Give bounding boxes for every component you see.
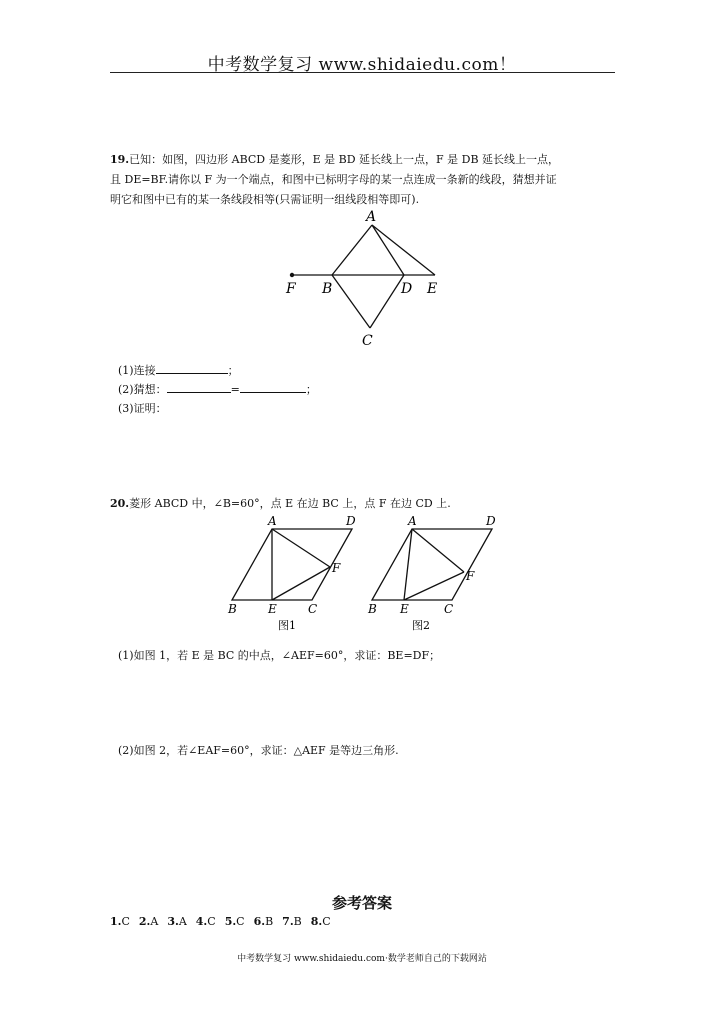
q19-label-C: C bbox=[362, 333, 373, 349]
answer-item bbox=[254, 915, 274, 928]
fig1-label-C: C bbox=[308, 602, 318, 616]
answer-item bbox=[311, 915, 331, 928]
fig1-label-A: A bbox=[268, 514, 277, 528]
answer-item bbox=[225, 915, 245, 928]
q19-segment-AB bbox=[332, 225, 372, 275]
answer-choice: C bbox=[322, 915, 331, 928]
fig2-label-A: A bbox=[408, 514, 417, 528]
answers-title: 参考答案 bbox=[331, 894, 392, 912]
fig2-label-F: F bbox=[466, 569, 475, 583]
q19-part2-blank-right[interactable] bbox=[240, 381, 306, 393]
q19-part2-suffix: ； bbox=[305, 383, 317, 396]
answer-item bbox=[282, 915, 302, 928]
q19-text-line-2: 且 DE=BF.请你以 F 为一个端点，和图中已标明字母的某一点连成一条新的线段，猜想并证 bbox=[110, 173, 557, 186]
q19-part2-equals: = bbox=[230, 383, 240, 396]
q19-label-B: B bbox=[322, 281, 333, 297]
q20-part-2: (2)如图 2，若∠EAF=60°，求证：△AEF 是等边三角形. bbox=[118, 744, 399, 757]
answer-choice: B bbox=[265, 915, 274, 928]
fig2-segment-AF bbox=[412, 529, 464, 572]
fig1-label-E: E bbox=[268, 602, 277, 616]
q19-line1-text: 已知：如图，四边形 ABCD 是菱形，E 是 BD 延长线上一点，F 是 DB 延长线上一点， bbox=[129, 153, 560, 166]
q20-figure-2 bbox=[362, 512, 507, 634]
q19-segment-AE bbox=[372, 225, 435, 275]
answer-number: 7. bbox=[282, 915, 294, 928]
q19-part2-blank-left[interactable] bbox=[167, 381, 231, 393]
answer-item bbox=[167, 915, 186, 928]
q19-label-A: A bbox=[366, 209, 377, 225]
answer-choice: A bbox=[150, 915, 159, 928]
q20-part-1: (1)如图 1，若 E 是 BC 的中点，∠AEF=60°，求证：BE=DF； bbox=[118, 649, 441, 662]
q19-label-E: E bbox=[427, 281, 438, 297]
header-rule bbox=[110, 72, 615, 73]
q20-line1-text: 菱形 ABCD 中，∠B=60°，点 E 在边 BC 上，点 F 在边 CD 上. bbox=[129, 497, 451, 510]
q19-label-F: F bbox=[286, 281, 296, 297]
fig1-label-D: D bbox=[346, 514, 356, 528]
q20-figure-1 bbox=[222, 512, 362, 634]
fig2-label-C: C bbox=[444, 602, 454, 616]
fig1-segment-AF bbox=[272, 529, 330, 567]
page-header-title: 中考数学复习 www.shidaiedu.com！ bbox=[207, 55, 517, 75]
q19-text-line-1 bbox=[110, 150, 620, 169]
fig2-segment-AE bbox=[404, 529, 412, 600]
q19-part-2 bbox=[118, 380, 317, 399]
answer-number: 6. bbox=[253, 915, 266, 928]
q19-segment-BC bbox=[332, 275, 370, 328]
q19-part-1 bbox=[118, 361, 239, 380]
q19-part-3: (3)证明： bbox=[118, 402, 167, 415]
q19-segment-DC bbox=[370, 275, 404, 328]
answer-item bbox=[110, 915, 130, 928]
q19-part1-blank[interactable] bbox=[156, 362, 228, 374]
page-footer: 中考数学复习 www.shidaiedu.com·数学老师自己的下载网站 bbox=[237, 954, 487, 964]
answer-choice: C bbox=[207, 915, 216, 928]
fig2-caption: 图2 bbox=[412, 619, 430, 632]
answer-number: 3. bbox=[167, 915, 179, 928]
fig1-label-B: B bbox=[228, 602, 237, 616]
answer-number: 5. bbox=[224, 915, 237, 928]
answer-number: 4. bbox=[195, 915, 208, 928]
q19-text-line-3: 明它和图中已有的某一条线段相等(只需证明一组线段相等即可). bbox=[110, 193, 420, 206]
q19-segment-AD bbox=[372, 225, 404, 275]
answer-choice: C bbox=[121, 915, 130, 928]
fig1-caption: 图1 bbox=[278, 619, 296, 632]
q19-label-D: D bbox=[401, 281, 413, 297]
fig2-label-E: E bbox=[400, 602, 409, 616]
answer-item bbox=[139, 915, 158, 928]
fig2-label-B: B bbox=[368, 602, 377, 616]
q19-point-F bbox=[290, 273, 294, 277]
answer-number: 2. bbox=[138, 915, 151, 928]
answer-choice: C bbox=[236, 915, 245, 928]
fig1-label-F: F bbox=[332, 561, 341, 575]
answer-item bbox=[196, 915, 216, 928]
q20-number: 20. bbox=[110, 497, 130, 510]
q20-text-line-1 bbox=[110, 494, 620, 513]
answer-choice: B bbox=[293, 915, 302, 928]
answer-number: 8. bbox=[310, 915, 323, 928]
answers-list bbox=[110, 915, 340, 928]
q19-number: 19. bbox=[110, 153, 130, 166]
q19-part2-label: (2)猜想： bbox=[118, 383, 167, 396]
q19-rhombus-figure bbox=[280, 205, 450, 350]
fig2-label-D: D bbox=[486, 514, 496, 528]
fig2-rhombus-ABCD bbox=[372, 529, 492, 600]
q19-part1-label: (1)连接 bbox=[118, 364, 156, 377]
answer-number: 1. bbox=[110, 915, 122, 928]
answer-choice: A bbox=[178, 915, 187, 928]
q19-part1-suffix: ； bbox=[227, 364, 239, 377]
